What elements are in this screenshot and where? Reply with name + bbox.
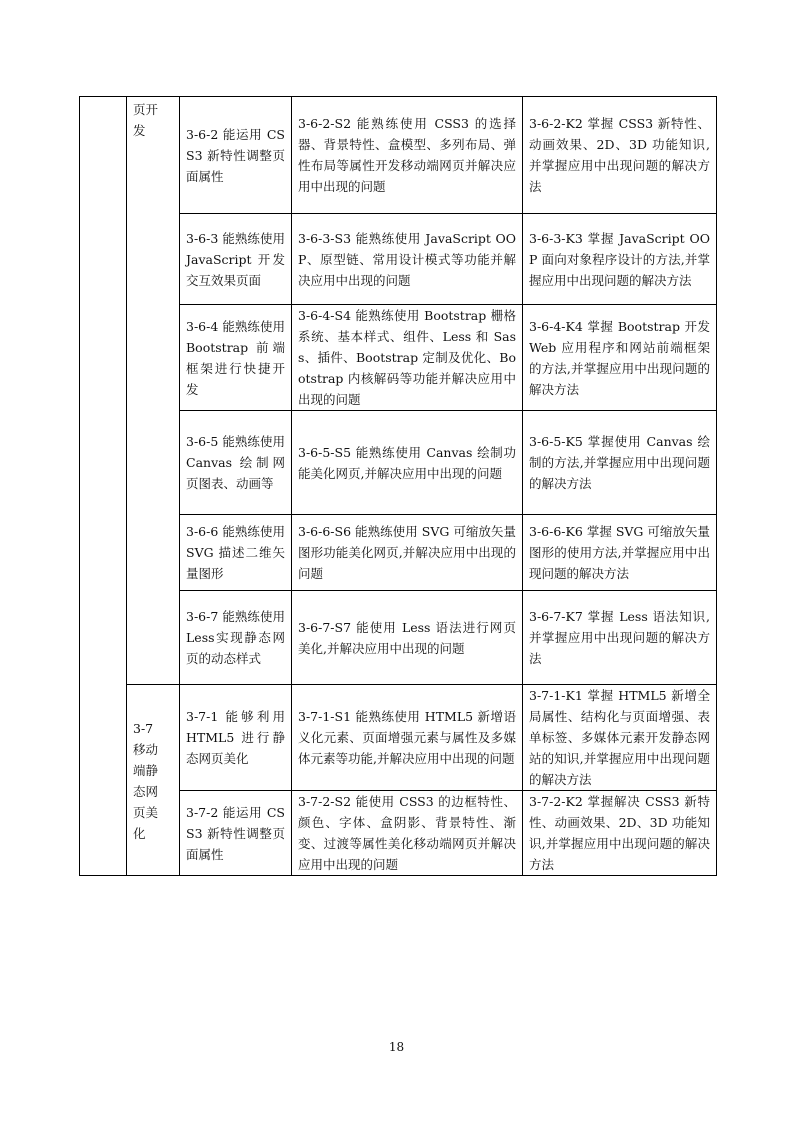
category-cell: [127, 97, 180, 685]
skill-cell: 3-6-4-S4 能熟练使用 Bootstrap 栅格系统、基本样式、组件、Less 和 Sass、插件、Bootstrap 定制及优化、Bootstrap 内核解码等功能并解决应用中出现的问题: [292, 305, 523, 411]
category-label: 3-7 移动 端静 态网 页美 化: [133, 721, 159, 841]
knowledge-cell: 3-6-5-K5 掌握使用 Canvas 绘制的方法,并掌握应用中出现问题的解决方法: [523, 411, 717, 515]
knowledge-cell: 3-6-6-K6 掌握 SVG 可缩放矢量图形的使用方法,并掌握应用中出现问题的解决方法: [523, 515, 717, 591]
ability-cell: 3-6-6 能熟练使用 SVG 描述二维矢量图形: [180, 515, 292, 591]
ability-cell: 3-6-7 能熟练使用Less实现静态网页的动态样式: [180, 591, 292, 685]
skill-cell: 3-7-2-S2 能使用 CSS3 的边框特性、颜色、字体、盒阴影、背景特性、渐变、过渡等属性美化移动端网页并解决应用中出现的问题: [292, 791, 523, 876]
ability-cell: 3-6-2 能运用 CSS3 新特性调整页面属性: [180, 97, 292, 214]
table-row: [80, 97, 717, 214]
ability-cell: 3-6-5 能熟练使用 Canvas 绘制网页图表、动画等: [180, 411, 292, 515]
table-row: [80, 685, 717, 791]
blank-column-cell: [80, 97, 127, 876]
knowledge-cell: 3-6-2-K2 掌握 CSS3 新特性、动画效果、2D、3D 功能知识,并掌握应用中出现问题的解决方法: [523, 97, 717, 214]
skill-cell: 3-6-2-S2 能熟练使用 CSS3 的选择器、背景特性、盒模型、多列布局、弹性布局等属性开发移动端网页并解决应用中出现的问题: [292, 97, 523, 214]
skill-cell: 3-6-7-S7 能使用 Less 语法进行网页美化,并解决应用中出现的问题: [292, 591, 523, 685]
page-number: 18: [388, 1040, 405, 1054]
knowledge-cell: 3-6-3-K3 掌握 JavaScript OOP 面向对象程序设计的方法,并掌握应用中出现问题的解决方法: [523, 214, 717, 305]
knowledge-cell: 3-6-4-K4 掌握 Bootstrap 开发 Web 应用程序和网站前端框架的方法,并掌握应用中出现问题的解决方法: [523, 305, 717, 411]
ability-cell: 3-7-2 能运用 CSS3 新特性调整页面属性: [180, 791, 292, 876]
knowledge-cell: 3-6-7-K7 掌握 Less 语法知识,并掌握应用中出现问题的解决方法: [523, 591, 717, 685]
category-cell: [127, 685, 180, 876]
skill-cell: 3-6-5-S5 能熟练使用 Canvas 绘制功能美化网页,并解决应用中出现的问题: [292, 411, 523, 515]
skill-cell: 3-6-3-S3 能熟练使用 JavaScript OOP、原型链、常用设计模式等功能并解决应用中出现的问题: [292, 214, 523, 305]
ability-cell: 3-6-3 能熟练使用 JavaScript 开发交互效果页面: [180, 214, 292, 305]
skill-cell: 3-7-1-S1 能熟练使用 HTML5 新增语义化元素、页面增强元素与属性及多媒体元素等功能,并解决应用中出现的问题: [292, 685, 523, 791]
category-label: 页开 发: [133, 102, 159, 138]
standards-table: [79, 96, 717, 876]
ability-cell: 3-7-1 能够利用 HTML5 进行静态网页美化: [180, 685, 292, 791]
knowledge-cell: 3-7-1-K1 掌握 HTML5 新增全局属性、结构化与页面增强、表单标签、多媒体元素开发静态网站的知识,并掌握应用中出现问题的解决方法: [523, 685, 717, 791]
ability-cell: 3-6-4 能熟练使用 Bootstrap 前端框架进行快捷开发: [180, 305, 292, 411]
skill-cell: 3-6-6-S6 能熟练使用 SVG 可缩放矢量图形功能美化网页,并解决应用中出现的问题: [292, 515, 523, 591]
knowledge-cell: 3-7-2-K2 掌握解决 CSS3 新特性、动画效果、2D、3D 功能知识,并掌握应用中出现问题的解决方法: [523, 791, 717, 876]
